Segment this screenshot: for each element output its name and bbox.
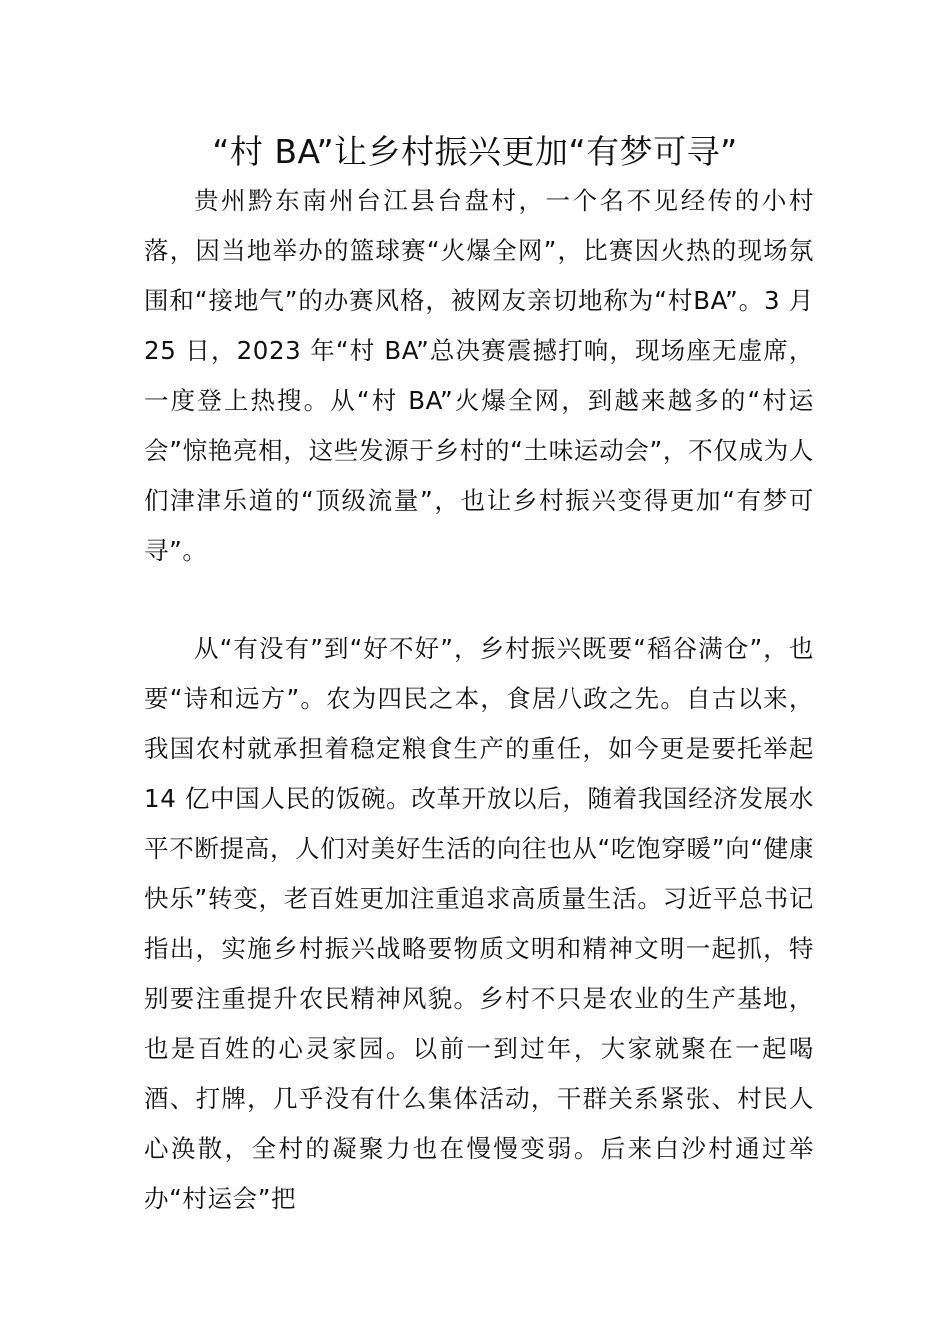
document-title: “村 BA”让乡村振兴更加“有梦可寻” bbox=[212, 132, 738, 171]
body-paragraph-1: 贵州黔东南州台江县台盘村，一个名不见经传的小村落，因当地举办的篮球赛“火爆全网”，比赛因火热的现场氛围和“接地气”的办赛风格，被网友亲切地称为“村BA”。3 月 25 日，2023 年“村 BA”总决赛震撼打响，现场座无虚席，一度登上热搜。从“村 BA”火爆全网，到越来越多的“村运会”惊艳亮相，这些发源于乡村的“土味运动会”，不仅成为人们津津乐道的“顶级流量”，也让乡村振兴变得更加“有梦可寻”。 bbox=[144, 186, 814, 565]
body-paragraph-2: 从“有没有”到“好不好”，乡村振兴既要“稻谷满仓”，也要“诗和远方”。农为四民之本，食居八政之先。自古以来，我国农村就承担着稳定粮食生产的重任，如今更是要托举起 14 亿中国人民的饭碗。改革开放以后，随着我国经济发展水平不断提高，人们对美好生活的向往也从“吃饱穿暖”向“健康快乐”转变，老百姓更加注重追求高质量生活。习近平总书记指出，实施乡村振兴战略要物质文明和精神文明一起抓，特别要注重提升农民精神风貌。乡村不只是农业的生产基地，也是百姓的心灵家园。以前一到过年，大家就聚在一起喝酒、打牌，几乎没有什么集体活动，干群关系紧张、村民人心涣散，全村的凝聚力也在慢慢变弱。后来白沙村通过举办“村运会”把 bbox=[144, 634, 814, 1213]
